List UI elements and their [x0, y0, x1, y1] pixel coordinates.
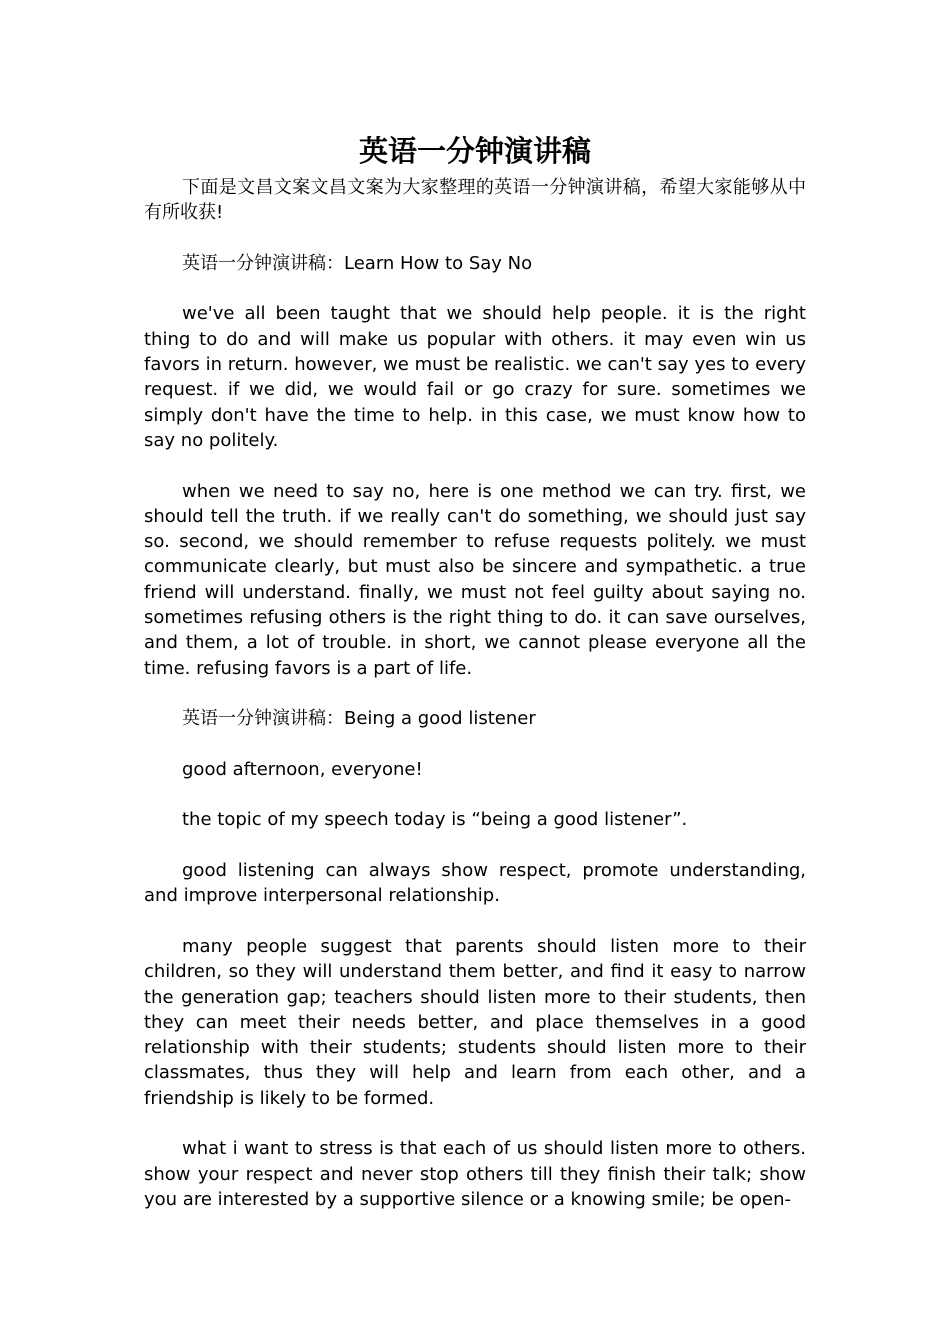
document-body — [144, 130, 806, 1212]
section-heading-good-listener: 英语一分钟演讲稿：Being a good listener — [182, 708, 536, 730]
paragraph-say-no-1: we've all been taught that we should help people. it is the right thing to do and will make us popular with others. it may even win us favors in return. however, we must be realistic. we can't say yes to every request. if we did, we would fail or go crazy for sure. sometimes we simply don't have the time to help. in this case, we must know how to say no politely. — [144, 303, 806, 451]
document-title: 英语一分钟演讲稿 — [358, 134, 591, 168]
paragraph-listening-stress: what i want to stress is that each of us should listen more to others. show your respect and never stop others till they finish their talk; show you are interested by a supportive silence or a knowing smile; be open- — [144, 1138, 806, 1210]
section-heading-say-no: 英语一分钟演讲稿：Learn How to Say No — [182, 252, 533, 274]
greeting-paragraph: good afternoon, everyone! — [182, 758, 423, 780]
intro-paragraph: 下面是文昌文案文昌文案为大家整理的英语一分钟演讲稿，希望大家能够从中有所收获! — [144, 177, 806, 224]
paragraph-listening-benefits: good listening can always show respect, promote understanding, and improve interpersonal relationship. — [144, 860, 806, 907]
paragraph-listening-examples: many people suggest that parents should listen more to their children, so they will understand them better, and find it easy to narrow the generation gap; teachers should listen more to their students, then they can meet their needs better, and place themselves in a good relationship with their students; students should listen more to their classmates, thus they will help and learn from each other, and a friendship is likely to be formed. — [144, 935, 806, 1109]
paragraph-say-no-2: when we need to say no, here is one method we can try. first, we should tell the truth. if we really can't do something, we should just say so. second, we should remember to refuse requests politely. we must communicate clearly, but must also be sincere and sympathetic. a true friend will understand. finally, we must not feel guilty about saying no. sometimes refusing others is the right thing to do. it can save ourselves, and them, a lot of trouble. in short, we cannot please everyone all the time. refusing favors is a part of life. — [144, 480, 806, 679]
topic-paragraph: the topic of my speech today is “being a good listener”. — [182, 809, 688, 831]
